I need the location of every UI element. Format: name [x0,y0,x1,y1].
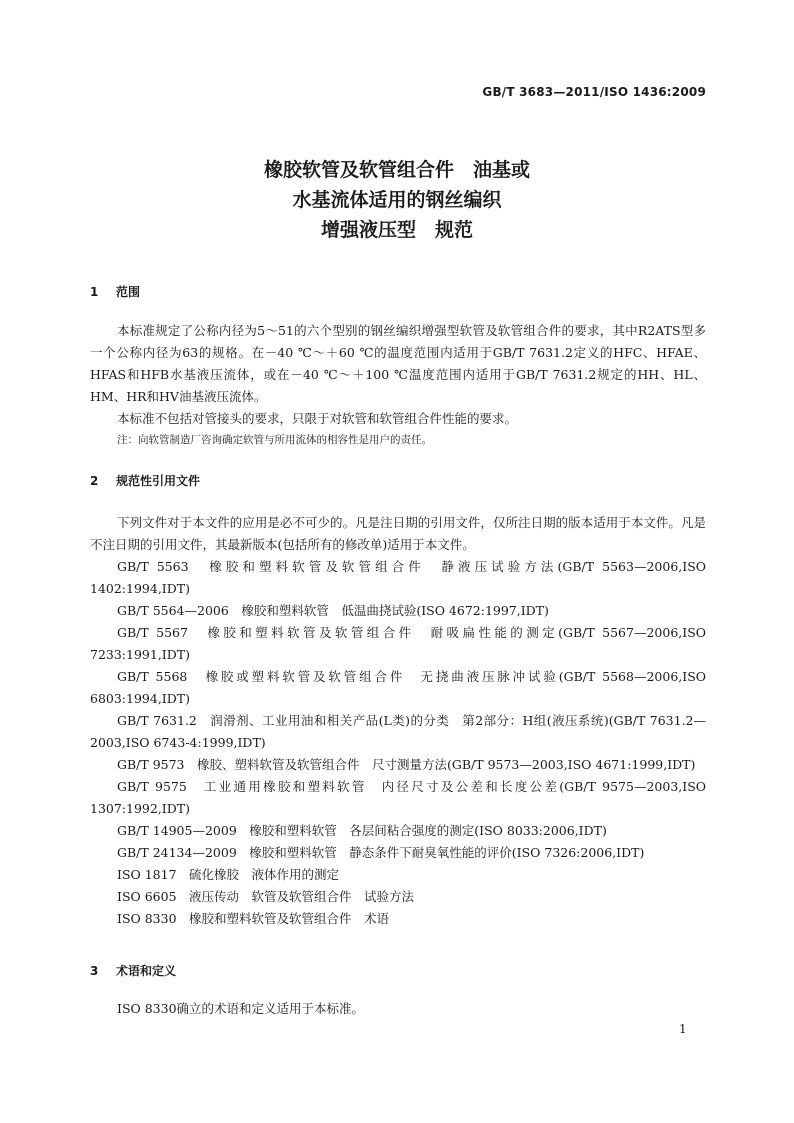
title-line: 增强液压型 规范 [320,219,473,241]
references-intro: 下列文件对于本文件的应用是必不可少的。凡是注日期的引用文件，仅所注日期的版本适用于本文件。凡是不注日期的引用文件，其最新版本(包括所有的修改单)适用于本文件。 [90,515,706,552]
section-heading-normative-references [90,472,200,489]
title-line: 橡胶软管及软管组合件 油基或 [263,159,530,181]
reference-item: GB/T 24134—2009 橡胶和塑料软管 静态条件下耐臭氧性能的评价(ISO 7326:2006,IDT) [117,845,645,860]
section-heading-scope [90,283,140,300]
section-title: 规范性引用文件 [116,474,201,488]
header-code: GB/T 3683—2011/ISO 1436:2009 [482,85,706,99]
reference-item: GB/T 5564—2006 橡胶和塑料软管 低温曲挠试验(ISO 4672:1997,IDT) [117,603,549,618]
scope-paragraph: 本标准不包括对管接头的要求，只限于对软管和软管组合件性能的要求。 [117,411,518,426]
section-number: 1 [90,285,99,299]
scope-note: 注：向软管制造厂咨询确定软管与所用流体的相容性是用户的责任。 [117,434,432,446]
section-number: 2 [90,474,99,488]
reference-item: ISO 8330 橡胶和塑料软管及软管组合件 术语 [117,911,390,926]
reference-item: GB/T 9573 橡胶、塑料软管及软管组合件 尺寸测量方法(GB/T 9573—2003,ISO 4671:1999,IDT) [117,757,696,772]
section-heading-terms [90,962,176,979]
section-title: 术语和定义 [116,964,177,978]
section-title: 范围 [116,285,141,299]
reference-list [90,556,706,930]
reference-item: ISO 1817 硫化橡胶 液体作用的测定 [117,867,340,882]
section-number: 3 [90,964,99,978]
reference-item: GB/T 7631.2 润滑剂、工业用油和相关产品(L类)的分类 第2部分：H组(液压系统)(GB/T 7631.2—2003,ISO 6743-4:1999,IDT) [90,713,706,750]
reference-item: ISO 6605 液压传动 软管及软管组合件 试验方法 [117,889,415,904]
title-line: 水基流体适用的钢丝编织 [292,189,502,211]
reference-item: GB/T 5563 橡胶和塑料软管及软管组合件 静液压试验方法(GB/T 5563—2006,ISO 1402:1994,IDT) [90,559,706,596]
scope-paragraph: 本标准规定了公称内径为5～51的六个型别的钢丝编织增强型软管及软管组合件的要求，其中R2ATS型多一个公称内径为63的规格。在－40 ℃～＋60 ℃的温度范围内适用于GB/T 7631.2定义的HFC、HFAE、HFAS和HFB水基液压流体，或在－40 ℃～＋100 ℃温度范围内适用于GB/T 7631.2规定的HH、HL、HM、HR和HV油基液压流体。 [90,323,706,404]
reference-item: GB/T 14905—2009 橡胶和塑料软管 各层间粘合强度的测定(ISO 8033:2006,IDT) [117,823,607,838]
reference-item: GB/T 9575 工业通用橡胶和塑料软管 内径尺寸及公差和长度公差(GB/T 9575—2003,ISO 1307:1992,IDT) [90,779,706,816]
reference-item: GB/T 5568 橡胶或塑料软管及软管组合件 无挠曲液压脉冲试验(GB/T 5568—2006,ISO 6803:1994,IDT) [90,669,706,706]
document-title [0,155,794,245]
page-number: 1 [679,1022,687,1036]
terms-paragraph: ISO 8330确立的术语和定义适用于本标准。 [117,1001,365,1016]
reference-item: GB/T 5567 橡胶和塑料软管及软管组合件 耐吸扁性能的测定(GB/T 5567—2006,ISO 7233:1991,IDT) [90,625,706,662]
